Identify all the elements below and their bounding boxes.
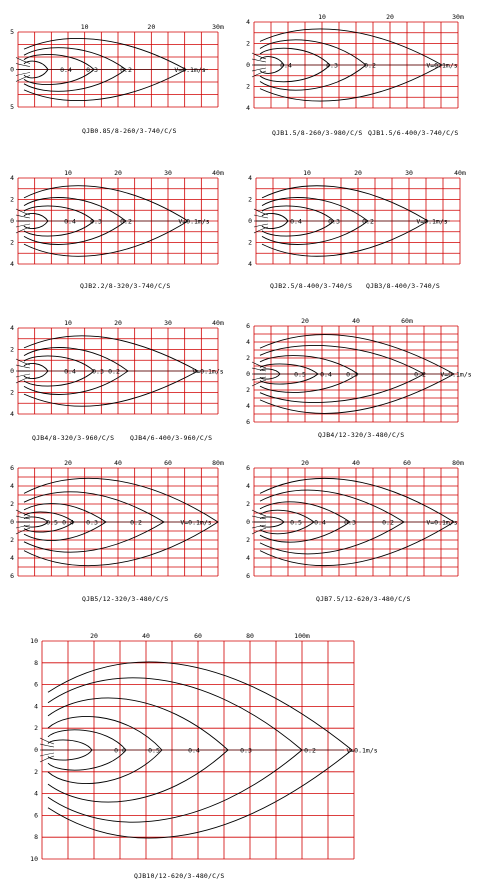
contour-value-label: V=0.1m/s <box>416 217 448 226</box>
model-caption: QJB4/8-320/3-960/C/S <box>32 434 115 442</box>
model-caption: QJB10/12-620/3-480/C/S <box>134 872 225 880</box>
contour-value-label: 0.3 <box>328 217 340 226</box>
y-tick-label: 4 <box>248 260 252 268</box>
flow-diagram-panel-7 <box>0 455 240 615</box>
x-tick-label: 40m <box>454 169 466 177</box>
x-tick-label: 30 <box>164 169 172 177</box>
x-tick-label: 10 <box>303 169 311 177</box>
x-tick-label: 40 <box>142 632 150 640</box>
y-tick-label: 2 <box>246 82 250 91</box>
contour-value-label: 0.2 <box>364 61 376 70</box>
y-tick-label: 4 <box>10 260 14 268</box>
x-tick-label: 20 <box>301 317 309 325</box>
y-tick-label: 2 <box>10 500 14 508</box>
flow-field-chart <box>240 455 479 615</box>
y-tick-label: 0 <box>246 61 250 69</box>
y-tick-label: 6 <box>34 811 38 820</box>
y-tick-label: 4 <box>246 338 250 346</box>
flow-field-chart <box>0 620 400 892</box>
y-tick-label: 4 <box>248 174 252 182</box>
x-tick-label: 60 <box>164 459 172 467</box>
contour-value-label: 0.2 <box>382 518 394 527</box>
y-tick-label: 4 <box>246 402 250 410</box>
y-tick-label: 4 <box>246 18 250 26</box>
contour-value-label: 0.3 <box>344 518 356 527</box>
model-caption: QJB3/8-400/3-740/S <box>366 282 441 290</box>
contour-value-label: 0.3 <box>92 367 104 376</box>
flow-diagram-panel-8 <box>240 455 479 615</box>
y-tick-label: 0 <box>248 217 252 225</box>
contour-value-label: 0.4 <box>62 518 74 527</box>
model-caption: QJB4/12-320/3-480/C/S <box>318 431 405 439</box>
y-tick-label: 2 <box>10 238 14 247</box>
flow-diagram-panel-9 <box>0 620 400 892</box>
contour-value-label: 0.3 <box>86 65 98 74</box>
x-tick-label: 20 <box>301 459 309 467</box>
contour-value-label: 0.2 <box>304 746 316 755</box>
contour-value-label: 0.3 <box>86 518 98 527</box>
x-tick-label: 60 <box>194 632 202 640</box>
model-caption: QJB2.2/8-320/3-740/C/S <box>80 282 171 290</box>
x-tick-label: 60 <box>403 459 411 467</box>
contour-value-label: 0.2 <box>414 370 426 379</box>
y-tick-label: 4 <box>246 104 250 112</box>
contour-value-label: 0.4 <box>60 65 72 74</box>
y-tick-label: 0 <box>246 370 250 378</box>
y-tick-label: 8 <box>34 658 38 667</box>
y-tick-label: 2 <box>248 238 252 247</box>
y-tick-label: 6 <box>246 322 250 330</box>
x-tick-label: 20 <box>147 23 156 31</box>
contour-value-label: 0.4 <box>320 370 332 379</box>
y-tick-label: 0 <box>10 367 14 375</box>
x-tick-label: 30 <box>164 319 172 327</box>
y-tick-label: 0 <box>246 518 250 526</box>
contour-value-label: V=0.1m/s <box>426 61 458 70</box>
contour-value-label: V=0.1m/s <box>174 65 206 74</box>
y-tick-label: 6 <box>246 418 250 426</box>
flow-diagram-panel-1 <box>0 0 240 150</box>
flow-field-chart <box>240 150 479 300</box>
x-tick-label: 20 <box>386 13 394 21</box>
x-tick-label: 40 <box>114 459 122 467</box>
x-tick-label: 30 <box>405 169 413 177</box>
y-tick-label: 0 <box>10 217 14 225</box>
y-tick-label: 4 <box>246 554 250 562</box>
flow-diagram-panel-6 <box>240 300 479 455</box>
y-tick-label: 4 <box>34 789 38 798</box>
contour-value-label: V=0.1m/s <box>192 367 224 376</box>
flow-field-chart <box>0 150 240 300</box>
y-tick-label: 2 <box>246 354 250 362</box>
flow-field-chart <box>0 455 240 615</box>
y-tick-label: 10 <box>30 637 38 645</box>
y-tick-label: 4 <box>10 174 14 182</box>
y-tick-label: 5 <box>10 103 14 111</box>
x-tick-label: 20 <box>114 319 122 327</box>
y-tick-label: 2 <box>246 536 250 544</box>
contour-value-label: V=0.1m/s <box>178 217 210 226</box>
y-tick-label: 0 <box>10 518 14 526</box>
contour-value-label: 0.4 <box>314 518 326 527</box>
y-tick-label: 2 <box>248 195 252 204</box>
x-tick-label: 20 <box>354 169 362 177</box>
y-tick-label: 4 <box>246 482 250 490</box>
contour-value-label: 0.2 <box>120 217 132 226</box>
x-tick-label: 10 <box>80 23 89 31</box>
flow-diagram-panel-3 <box>0 150 240 300</box>
contour-value-label: 0.4 <box>280 61 292 70</box>
flow-diagram-panel-5 <box>0 300 240 455</box>
x-tick-label: 80m <box>212 459 224 467</box>
y-tick-label: 2 <box>10 536 14 544</box>
y-tick-label: 0 <box>10 65 14 74</box>
contour-value-label: 0.3 <box>240 746 252 755</box>
y-tick-label: 10 <box>30 855 38 863</box>
x-tick-label: 80m <box>452 459 464 467</box>
y-tick-label: 0 <box>34 746 38 754</box>
y-tick-label: 2 <box>10 195 14 204</box>
contour-value-label: 0.5 <box>294 370 306 379</box>
flow-field-chart <box>240 0 479 150</box>
y-tick-label: 2 <box>34 767 38 776</box>
y-tick-label: 5 <box>10 28 14 36</box>
x-tick-label: 40 <box>352 459 360 467</box>
contour-value-label: 0.3 <box>346 370 358 379</box>
contour-value-label: 0.5 <box>148 746 160 755</box>
y-tick-label: 4 <box>10 482 14 490</box>
contour-value-label: V=0.1m/s <box>180 518 212 527</box>
y-tick-label: 4 <box>34 702 38 711</box>
x-tick-label: 100m <box>294 632 310 640</box>
y-tick-label: 6 <box>246 572 250 580</box>
flow-diagram-panel-4 <box>240 150 479 300</box>
x-tick-label: 30m <box>212 23 224 31</box>
contour-value-label: 0.2 <box>120 65 132 74</box>
contour-value-label: V=0.1m/s <box>440 370 472 379</box>
model-caption: QJB5/12-320/3-480/C/S <box>82 595 169 603</box>
x-tick-label: 40m <box>212 169 224 177</box>
model-caption: QJB1.5/8-260/3-980/C/S <box>272 129 363 137</box>
y-tick-label: 6 <box>10 572 14 580</box>
x-tick-label: 10 <box>64 169 72 177</box>
y-tick-label: 4 <box>10 324 14 332</box>
flow-diagram-panel-2 <box>240 0 479 150</box>
y-tick-label: 4 <box>10 554 14 562</box>
contour-value-label: 0.4 <box>64 217 76 226</box>
contour-value-label: 0.5 <box>46 518 58 527</box>
contour-value-label: 0.3 <box>326 61 338 70</box>
model-caption: QJB7.5/12-620/3-480/C/S <box>316 595 411 603</box>
y-tick-label: 6 <box>246 464 250 472</box>
contour-value-label: 0.3 <box>90 217 102 226</box>
x-tick-label: 30m <box>452 13 464 21</box>
contour-value-label: 0.4 <box>188 746 200 755</box>
contour-value-label: V=0.1m/s <box>346 746 378 755</box>
x-tick-label: 60m <box>401 317 413 325</box>
y-tick-label: 2 <box>246 500 250 508</box>
contour-value-label: 0.2 <box>130 518 142 527</box>
x-tick-label: 20 <box>90 632 98 640</box>
x-tick-label: 20 <box>114 169 122 177</box>
flow-field-chart <box>0 300 240 455</box>
y-tick-label: 2 <box>34 724 38 733</box>
model-caption: QJB4/6-400/3-960/C/S <box>130 434 213 442</box>
contour-value-label: 0.6 <box>114 746 126 755</box>
contour-value-label: 0.2 <box>108 367 120 376</box>
y-tick-label: 4 <box>10 410 14 418</box>
contour-value-label: 0.2 <box>362 217 374 226</box>
x-tick-label: 10 <box>64 319 72 327</box>
y-tick-label: 2 <box>246 39 250 48</box>
contour-value-label: 0.4 <box>64 367 76 376</box>
model-caption: QJB0.85/8-260/3-740/C/S <box>82 127 177 135</box>
y-tick-label: 6 <box>34 680 38 689</box>
y-tick-label: 8 <box>34 833 38 842</box>
contour-value-label: V=0.1m/s <box>426 518 458 527</box>
x-tick-label: 40 <box>352 317 360 325</box>
contour-value-label: 0.4 <box>290 217 302 226</box>
model-caption: QJB1.5/6-400/3-740/C/S <box>368 129 459 137</box>
x-tick-label: 10 <box>318 13 326 21</box>
y-tick-label: 2 <box>10 345 14 354</box>
contour-value-label: 0.5 <box>290 518 302 527</box>
model-caption: QJB2.5/8-400/3-740/S <box>270 282 353 290</box>
y-tick-label: 2 <box>246 386 250 394</box>
y-tick-label: 6 <box>10 464 14 472</box>
x-tick-label: 80 <box>246 632 254 640</box>
x-tick-label: 40m <box>212 319 224 327</box>
x-tick-label: 20 <box>64 459 72 467</box>
y-tick-label: 2 <box>10 388 14 397</box>
